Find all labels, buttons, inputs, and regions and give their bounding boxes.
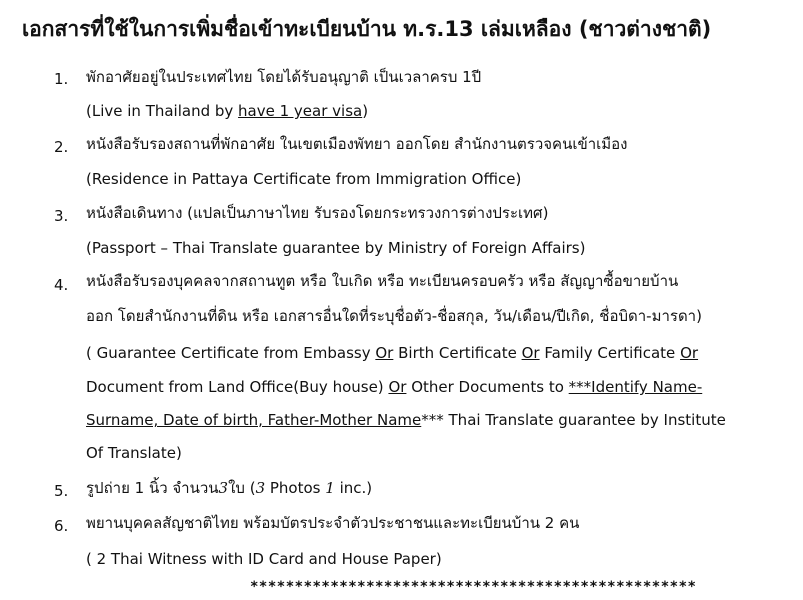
item-4-english-line-4: Of Translate) <box>86 444 182 462</box>
item-2-english: (Residence in Pattaya Certificate from Immigration Office) <box>86 170 522 188</box>
item-number: 2. <box>54 138 69 156</box>
text-run: Other Documents to <box>406 378 569 396</box>
or-underlined: Or <box>375 344 394 362</box>
text-run: *** Thai Translate guarantee by Institute <box>421 411 726 429</box>
text-run: inc.) <box>334 479 373 497</box>
identify-underlined: Surname, Date of birth, Father-Mother Name <box>86 411 422 429</box>
item-4-thai-line-2: ออก โดยสำนักงานที่ดิน หรือ เอกสารอื่นใดที่ระบุชื่อตัว-ชื่อสกุล, วัน/เดือน/ปีเกิด, ชื่อบิดา-มารดา) <box>86 307 702 325</box>
item-number: 5. <box>54 482 69 500</box>
text-run: ใบ ( <box>228 479 256 497</box>
item-1-thai: พักอาศัยอยู่ในประเทศไทย โดยได้รับอนุญาติ เป็นเวลาครบ 1ปี <box>86 68 482 86</box>
item-6-thai: พยานบุคคลสัญชาติไทย พร้อมบัตรประจำตัวประชาชนและทะเบียนบ้าน 2 คน <box>86 514 580 532</box>
or-underlined: Or <box>521 344 540 362</box>
text-run: ( Guarantee Certificate from Embassy <box>86 344 376 362</box>
identify-underlined: ***Identify Name- <box>568 378 703 396</box>
handwritten-count: 3 <box>255 479 266 497</box>
item-number: 4. <box>54 276 69 294</box>
item-1-english-text: (Live in Thailand by <box>86 102 239 120</box>
handwritten-count: 1 <box>325 479 335 497</box>
page-title: เอกสารที่ใช้ในการเพิ่มชื่อเข้าทะเบียนบ้าน ท.ร.13 เล่มเหลือง (ชาวต่างชาติ) <box>22 17 712 41</box>
item-3-thai: หนังสือเดินทาง (แปลเป็นภาษาไทย รับรองโดยกระทรวงการต่างประเทศ) <box>86 204 549 222</box>
item-4-english-line-1 <box>86 342 698 364</box>
or-underlined: Or <box>680 344 699 362</box>
item-3-english: (Passport – Thai Translate guarantee by Ministry of Foreign Affairs) <box>86 239 586 257</box>
text-run: Family Certificate <box>539 344 681 362</box>
footer-divider: ************************************************** <box>250 579 697 595</box>
item-2-thai: หนังสือรับรองสถานที่พักอาศัย ในเขตเมืองพัทยา ออกโดย สำนักงานตรวจคนเข้าเมือง <box>86 135 628 153</box>
item-1-english <box>86 100 368 122</box>
text-run: Photos <box>265 479 326 497</box>
text-run: รูปถ่าย 1 นิ้ว จำนวน <box>86 479 219 497</box>
item-number: 6. <box>54 517 69 535</box>
item-number: 3. <box>54 207 69 225</box>
item-6-english: ( 2 Thai Witness with ID Card and House Paper) <box>86 550 442 568</box>
item-1-english-close: ) <box>362 102 369 120</box>
text-run: Document from Land Office(Buy house) <box>86 378 389 396</box>
or-underlined: Or <box>388 378 407 396</box>
item-4-english-line-3 <box>86 409 726 431</box>
item-4-english-line-2 <box>86 376 702 398</box>
item-5-line <box>86 477 372 499</box>
item-4-thai-line-1: หนังสือรับรองบุคคลจากสถานทูต หรือ ใบเกิด หรือ ทะเบียนครอบครัว หรือ สัญญาซื้อขายบ้าน <box>86 272 679 290</box>
handwritten-count: 3 <box>218 479 229 497</box>
item-number: 1. <box>54 70 69 88</box>
item-1-english-underlined: have 1 year visa <box>238 102 363 120</box>
text-run: Birth Certificate <box>393 344 522 362</box>
